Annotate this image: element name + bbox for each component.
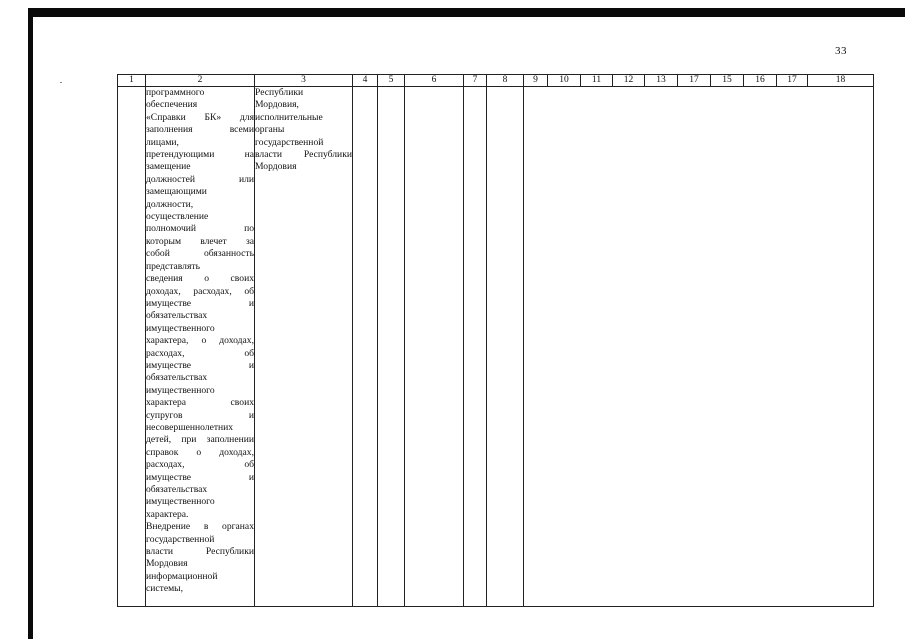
text-line <box>146 397 254 409</box>
text-line <box>146 360 254 372</box>
word: лицами, <box>146 136 179 148</box>
word: должностей <box>146 173 195 185</box>
text-line <box>146 534 254 546</box>
word: в <box>203 521 209 533</box>
word: имущественного <box>146 384 215 396</box>
column-header: 9 <box>524 75 548 87</box>
column-header: 13 <box>645 75 678 87</box>
budget-table <box>117 74 874 607</box>
word: Мордовия, <box>255 99 299 111</box>
cell-col-5 <box>378 87 405 607</box>
word: заполнении <box>206 434 254 446</box>
word: обязательствах <box>146 310 208 322</box>
word: системы, <box>146 583 184 595</box>
column-header: 16 <box>744 75 777 87</box>
word: власти <box>255 149 283 161</box>
text-line <box>146 546 254 558</box>
text-line <box>146 236 254 248</box>
text-line <box>255 124 352 136</box>
word: и <box>248 409 254 421</box>
column-header: 10 <box>548 75 581 87</box>
word: за <box>245 235 254 247</box>
text-line <box>146 223 254 235</box>
column-header: 18 <box>808 75 874 87</box>
column-header: 15 <box>711 75 744 87</box>
word: Мордовия <box>255 161 297 173</box>
cell-col-6 <box>405 87 464 607</box>
word: государственной <box>146 533 215 545</box>
word: обязанность <box>203 248 254 260</box>
text-line <box>146 583 254 595</box>
word: собой <box>146 248 170 260</box>
word: справок <box>146 446 179 458</box>
word: расходах, <box>146 459 185 471</box>
word: обязательствах <box>146 484 208 495</box>
word: расходах, <box>193 285 232 297</box>
text-line <box>146 211 254 223</box>
word: при <box>181 434 197 446</box>
table-row <box>118 87 874 607</box>
text-line <box>146 459 254 471</box>
word: органы <box>255 124 285 136</box>
text-line <box>146 509 254 521</box>
text-line <box>146 521 254 533</box>
text-line <box>146 571 254 583</box>
word: обеспечения <box>146 99 198 111</box>
text-line <box>146 410 254 422</box>
word: должности, <box>146 198 194 210</box>
word: Мордовия <box>146 558 188 570</box>
text-line <box>146 298 254 310</box>
word: характера <box>146 397 187 409</box>
text-line <box>146 137 254 149</box>
cell-col-8 <box>487 87 524 607</box>
executors-text <box>255 87 352 174</box>
column-header: 3 <box>255 75 353 87</box>
word: доходах, <box>219 335 254 347</box>
text-line <box>146 484 254 496</box>
cell-col-1 <box>118 87 146 607</box>
word: и <box>248 359 254 371</box>
word: Республики <box>255 87 304 98</box>
column-header: 2 <box>146 75 255 87</box>
word: об <box>244 347 254 359</box>
word: характера, <box>146 335 189 347</box>
text-line <box>255 161 352 173</box>
text-line <box>146 161 254 173</box>
text-line <box>255 99 352 111</box>
word: заполнения <box>146 124 193 136</box>
word: замещающими <box>146 186 207 198</box>
text-line <box>146 87 254 99</box>
word: своих <box>230 273 254 285</box>
word: расходах, <box>146 347 185 359</box>
word: БК» <box>204 111 222 123</box>
word: по <box>244 223 254 235</box>
text-line <box>146 385 254 397</box>
text-line <box>146 472 254 484</box>
text-line <box>146 286 254 298</box>
word: которым <box>146 235 182 247</box>
word: представлять <box>146 260 200 272</box>
word: на <box>244 149 254 161</box>
scan-speck <box>60 82 62 83</box>
text-line <box>146 310 254 322</box>
column-header: 11 <box>581 75 613 87</box>
word: и <box>248 471 254 483</box>
word: имущественного <box>146 322 215 334</box>
word: осуществление <box>146 211 209 223</box>
text-line <box>146 186 254 198</box>
text-line <box>146 261 254 273</box>
text-line <box>255 112 352 124</box>
word: об <box>244 285 254 297</box>
column-header: 4 <box>353 75 378 87</box>
word: супругов <box>146 409 183 421</box>
text-line <box>255 87 352 99</box>
cell-executors <box>255 87 353 607</box>
column-header: 17 <box>678 75 711 87</box>
word: для <box>239 111 254 123</box>
text-line <box>146 335 254 347</box>
word: имуществе <box>146 471 192 483</box>
text-line <box>146 372 254 384</box>
word: о <box>201 335 207 347</box>
word: государственной <box>255 136 324 148</box>
text-line <box>146 248 254 260</box>
word: полномочий <box>146 223 197 235</box>
text-line <box>255 149 352 161</box>
word: программного <box>146 87 205 98</box>
word: Республики <box>205 546 254 558</box>
word: информационной <box>146 570 218 582</box>
text-line <box>146 348 254 360</box>
column-header: 8 <box>487 75 524 87</box>
text-line <box>146 99 254 111</box>
word: имуществе <box>146 359 192 371</box>
word: «Справки <box>146 111 186 123</box>
word: Республики <box>303 149 352 161</box>
word: власти <box>146 546 174 558</box>
cell-merged-9-18 <box>524 87 874 607</box>
word: обязательствах <box>146 372 208 384</box>
word: об <box>244 459 254 471</box>
word: замещение <box>146 161 191 173</box>
word: о <box>196 446 202 458</box>
cell-col-7 <box>464 87 487 607</box>
text-line <box>146 496 254 508</box>
scan-border-left <box>28 8 33 639</box>
word: сведения <box>146 273 183 285</box>
column-header: 17 <box>777 75 808 87</box>
column-header: 1 <box>118 75 146 87</box>
cell-col-4 <box>353 87 378 607</box>
word: имуществе <box>146 297 192 309</box>
word: доходах, <box>146 285 181 297</box>
word: органах <box>222 521 254 533</box>
column-number-row <box>118 75 874 87</box>
word: влечет <box>200 235 227 247</box>
column-header: 7 <box>464 75 487 87</box>
text-line <box>146 174 254 186</box>
text-line <box>146 434 254 446</box>
word: и <box>248 297 254 309</box>
text-line <box>146 199 254 211</box>
page-number: 33 <box>835 45 847 57</box>
column-header: 6 <box>405 75 464 87</box>
text-line <box>146 422 254 434</box>
word: Внедрение <box>146 521 191 533</box>
text-line <box>146 273 254 285</box>
text-line <box>146 447 254 459</box>
word: всеми <box>229 124 254 136</box>
text-line <box>255 137 352 149</box>
text-line <box>146 112 254 124</box>
column-header: 12 <box>613 75 645 87</box>
word: имущественного <box>146 496 215 508</box>
word: о <box>204 273 210 285</box>
word: несовершеннолетних <box>146 421 234 433</box>
text-line <box>146 124 254 136</box>
column-header: 5 <box>378 75 405 87</box>
cell-measure-description <box>146 87 255 607</box>
word: доходах, <box>219 446 254 458</box>
scan-border-top <box>28 8 905 17</box>
word: характера. <box>146 508 189 520</box>
word: претендующими <box>146 149 215 161</box>
text-line <box>146 149 254 161</box>
measure-description-text <box>146 87 254 596</box>
word: детей, <box>146 434 172 446</box>
word: исполнительные <box>255 111 323 123</box>
word: или <box>238 173 254 185</box>
text-line <box>146 323 254 335</box>
text-line <box>146 558 254 570</box>
word: своих <box>230 397 254 409</box>
